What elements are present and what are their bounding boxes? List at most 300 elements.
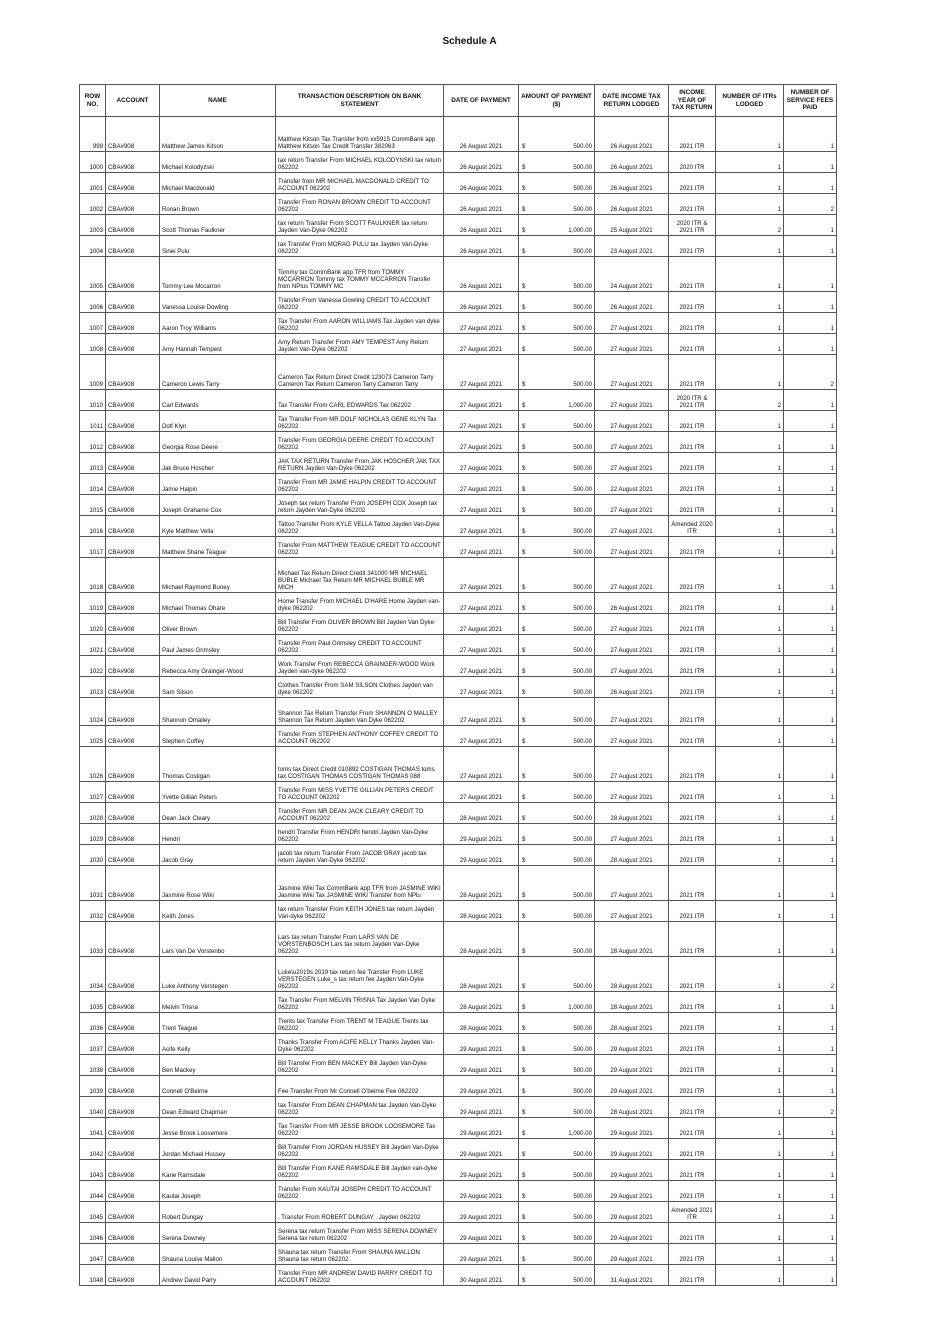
cell-row-no: 1017 (80, 537, 106, 558)
amount-value: 500.00 (573, 857, 592, 865)
amount-value: 500.00 (573, 794, 592, 802)
cell-itrs-lodged: 1 (716, 173, 784, 194)
cell-account: CBA#908 (106, 257, 160, 292)
cell-row-no: 1026 (80, 747, 106, 782)
cell-service-fees-paid: 1 (784, 656, 837, 677)
cell-amount (519, 516, 595, 537)
table-row (80, 656, 837, 677)
cell-income-year: 2021 ITR (669, 698, 716, 726)
cell-service-fees-paid: 1 (784, 474, 837, 495)
table-row (80, 390, 837, 411)
currency-symbol: $ (522, 1277, 526, 1285)
cell-name: Joseph Grahame Cox (160, 495, 276, 516)
cell-date-of-payment: 29 August 2021 (444, 824, 519, 845)
cell-account: CBA#908 (106, 215, 160, 236)
cell-amount (519, 537, 595, 558)
amount-value: 500.00 (573, 444, 592, 452)
cell-row-no: 1012 (80, 432, 106, 453)
cell-name: Kane Ramsdale (160, 1160, 276, 1181)
cell-account: CBA#908 (106, 537, 160, 558)
cell-amount (519, 1223, 595, 1244)
cell-service-fees-paid: 1 (784, 516, 837, 537)
cell-account: CBA#908 (106, 782, 160, 803)
cell-amount (519, 803, 595, 824)
cell-date-of-payment: 27 August 2021 (444, 558, 519, 593)
table-row (80, 726, 837, 747)
cell-income-year: 2021 ITR (669, 334, 716, 355)
cell-account: CBA#908 (106, 152, 160, 173)
cell-itrs-lodged: 1 (716, 845, 784, 866)
cell-service-fees-paid: 1 (784, 747, 837, 782)
cell-service-fees-paid: 1 (784, 1202, 837, 1223)
currency-symbol: $ (522, 584, 526, 592)
cell-date-lodged: 26 August 2021 (595, 173, 669, 194)
cell-row-no: 1011 (80, 411, 106, 432)
cell-amount (519, 845, 595, 866)
cell-amount (519, 1139, 595, 1160)
table-row (80, 1160, 837, 1181)
cell-date-of-payment: 27 August 2021 (444, 334, 519, 355)
cell-amount (519, 866, 595, 901)
cell-description: Transfer From KAUTAI JOSEPH CREDIT TO ACCOUNT 062202 (276, 1181, 444, 1202)
cell-date-of-payment: 29 August 2021 (444, 1118, 519, 1139)
cell-row-no: 1014 (80, 474, 106, 495)
cell-account: CBA#908 (106, 677, 160, 698)
cell-account: CBA#908 (106, 1160, 160, 1181)
cell-date-of-payment: 29 August 2021 (444, 1223, 519, 1244)
table-row (80, 1034, 837, 1055)
table-row (80, 516, 837, 537)
cell-name: Jesse Brook Loosemore (160, 1118, 276, 1139)
cell-account: CBA#908 (106, 698, 160, 726)
cell-description: Transfer From MR ANDREW DAVID PARRY CREDIT TO ACCOUNT 062202 (276, 1265, 444, 1286)
cell-itrs-lodged: 1 (716, 1013, 784, 1034)
cell-name: Jacob Gray (160, 845, 276, 866)
cell-account: CBA#908 (106, 1013, 160, 1034)
cell-itrs-lodged: 1 (716, 1118, 784, 1139)
cell-name: Andrew David Parry (160, 1265, 276, 1286)
table-row (80, 901, 837, 922)
amount-value: 500.00 (573, 1277, 592, 1285)
cell-itrs-lodged: 1 (716, 495, 784, 516)
cell-description: Joseph tax return Transfer From JOSEPH COX Joseph tax return Jayden Van-Dyke 062202 (276, 495, 444, 516)
amount-value: 500.00 (573, 1235, 592, 1243)
table-row (80, 1181, 837, 1202)
cell-income-year: 2021 ITR (669, 537, 716, 558)
cell-row-no: 1038 (80, 1055, 106, 1076)
cell-date-lodged: 27 August 2021 (595, 516, 669, 537)
currency-symbol: $ (522, 983, 526, 991)
cell-date-of-payment: 27 August 2021 (444, 656, 519, 677)
cell-description: Fee Transfer From Mr Connell O'beirne Fee 062202 (276, 1076, 444, 1097)
cell-amount (519, 1013, 595, 1034)
cell-income-year: 2021 ITR (669, 824, 716, 845)
currency-symbol: $ (522, 1214, 526, 1222)
cell-income-year: 2021 ITR (669, 1034, 716, 1055)
cell-date-lodged: 26 August 2021 (595, 152, 669, 173)
cell-row-no: 1033 (80, 922, 106, 957)
cell-row-no: 1005 (80, 257, 106, 292)
currency-symbol: $ (522, 1025, 526, 1033)
cell-account: CBA#908 (106, 726, 160, 747)
cell-account: CBA#908 (106, 824, 160, 845)
cell-income-year: 2021 ITR (669, 236, 716, 257)
cell-account: CBA#908 (106, 292, 160, 313)
cell-income-year: 2021 ITR (669, 453, 716, 474)
cell-description: Transfer from MR MICHAEL MACDONALD CREDIT TO ACCOUNT 062202 (276, 173, 444, 194)
cell-amount (519, 614, 595, 635)
amount-value: 500.00 (573, 584, 592, 592)
cell-name: Oliver Brown (160, 614, 276, 635)
cell-date-lodged: 27 August 2021 (595, 901, 669, 922)
table-row (80, 824, 837, 845)
cell-row-no: 1040 (80, 1097, 106, 1118)
amount-value: 500.00 (573, 892, 592, 900)
cell-date-of-payment: 27 August 2021 (444, 614, 519, 635)
cell-account: CBA#908 (106, 1118, 160, 1139)
cell-description: tax return Transfer From SCOTT FAULKNER tax return Jayden Van-Dyke 062202 (276, 215, 444, 236)
cell-description: Tax Transfer From CARL EDWARDS Tax 062202 (276, 390, 444, 411)
cell-row-no: 1009 (80, 355, 106, 390)
cell-income-year: 2021 ITR (669, 1097, 716, 1118)
cell-account: CBA#908 (106, 1055, 160, 1076)
cell-income-year: 2021 ITR (669, 747, 716, 782)
table-row (80, 257, 837, 292)
cell-description: Transfer From RONAN BROWN CREDIT TO ACCOUNT 062202 (276, 194, 444, 215)
cell-name: Rebecca Amy Grainger-Wood (160, 656, 276, 677)
currency-symbol: $ (522, 689, 526, 697)
cell-service-fees-paid: 1 (784, 635, 837, 656)
cell-itrs-lodged: 1 (716, 866, 784, 901)
header-row (80, 85, 837, 117)
cell-income-year: 2021 ITR (669, 257, 716, 292)
cell-income-year: 2021 ITR (669, 992, 716, 1013)
cell-account: CBA#908 (106, 992, 160, 1013)
cell-date-lodged: 28 August 2021 (595, 1013, 669, 1034)
amount-value: 500.00 (573, 206, 592, 214)
cell-name: Paul James Grimsley (160, 635, 276, 656)
cell-amount (519, 1076, 595, 1097)
table-row (80, 957, 837, 992)
cell-account: CBA#908 (106, 1223, 160, 1244)
cell-income-year: 2021 ITR (669, 957, 716, 992)
table-row (80, 453, 837, 474)
amount-value: 500.00 (573, 304, 592, 312)
cell-service-fees-paid: 1 (784, 614, 837, 635)
cell-income-year: 2021 ITR (669, 901, 716, 922)
cell-name: Stephen Coffey (160, 726, 276, 747)
cell-date-lodged: 27 August 2021 (595, 635, 669, 656)
cell-row-no: 1010 (80, 390, 106, 411)
cell-itrs-lodged: 1 (716, 411, 784, 432)
currency-symbol: $ (522, 206, 526, 214)
cell-date-of-payment: 26 August 2021 (444, 117, 519, 152)
cell-row-no: 1001 (80, 173, 106, 194)
cell-date-lodged: 27 August 2021 (595, 334, 669, 355)
cell-service-fees-paid: 1 (784, 1181, 837, 1202)
cell-description: Transfer From MR JAMIE HALPIN CREDIT TO ACCOUNT 062202 (276, 474, 444, 495)
cell-service-fees-paid: 1 (784, 1055, 837, 1076)
cell-itrs-lodged: 1 (716, 1076, 784, 1097)
cell-description: Shannon Tax Return Transfer From SHANNON O MALLEY Shannon Tax Return Jayden Van Dyke 062202 (276, 698, 444, 726)
cell-income-year: 2020 ITR & 2021 ITR (669, 215, 716, 236)
cell-income-year: 2021 ITR (669, 726, 716, 747)
schedule-table-container (79, 84, 836, 1286)
cell-income-year: 2020 ITR & 2021 ITR (669, 390, 716, 411)
cell-income-year: Amended 2021 ITR (669, 1202, 716, 1223)
cell-row-no: 1004 (80, 236, 106, 257)
amount-value: 500.00 (573, 1193, 592, 1201)
cell-description: tax return Transfer From KEITH JONES tax return Jayden Van-dyke 062202 (276, 901, 444, 922)
cell-account: CBA#908 (106, 1097, 160, 1118)
cell-date-of-payment: 27 August 2021 (444, 782, 519, 803)
cell-description: Cameron Tax Return Direct Credit 123073 Cameron Tarry Cameron Tax Return Cameron Tarry Cameron Tarry (276, 355, 444, 390)
cell-amount (519, 390, 595, 411)
cell-date-of-payment: 28 August 2021 (444, 866, 519, 901)
cell-date-lodged: 27 August 2021 (595, 656, 669, 677)
cell-date-lodged: 26 August 2021 (595, 593, 669, 614)
cell-amount (519, 1244, 595, 1265)
currency-symbol: $ (522, 248, 526, 256)
cell-date-of-payment: 26 August 2021 (444, 215, 519, 236)
cell-date-lodged: 22 August 2021 (595, 474, 669, 495)
cell-description: Transfer From MR DEAN JACK CLEARY CREDIT TO ACCOUNT 062202 (276, 803, 444, 824)
cell-itrs-lodged: 1 (716, 355, 784, 390)
cell-service-fees-paid: 1 (784, 432, 837, 453)
header-name: NAME (160, 85, 276, 117)
cell-service-fees-paid: 1 (784, 1160, 837, 1181)
cell-itrs-lodged: 1 (716, 432, 784, 453)
currency-symbol: $ (522, 528, 526, 536)
cell-description: Michael Tax Return Direct Credit 341000 MR MICHAEL BUBLE Michael Tax Return MR MICHAEL BUBLE MR MICH (276, 558, 444, 593)
cell-account: CBA#908 (106, 845, 160, 866)
currency-symbol: $ (522, 1067, 526, 1075)
cell-account: CBA#908 (106, 173, 160, 194)
cell-service-fees-paid: 1 (784, 257, 837, 292)
cell-name: Jamie Halpin (160, 474, 276, 495)
table-row (80, 1013, 837, 1034)
cell-name: Robert Dungay (160, 1202, 276, 1223)
table-row (80, 1118, 837, 1139)
cell-income-year: 2021 ITR (669, 1244, 716, 1265)
cell-name: Tommy Lee Mccarron (160, 257, 276, 292)
table-row (80, 1055, 837, 1076)
cell-date-lodged: 29 August 2021 (595, 1202, 669, 1223)
cell-description: Transfer From GEORGIA DEERE CREDIT TO ACCOUNT 062202 (276, 432, 444, 453)
cell-income-year: 2021 ITR (669, 1223, 716, 1244)
cell-date-lodged: 27 August 2021 (595, 782, 669, 803)
cell-itrs-lodged: 1 (716, 1223, 784, 1244)
page-title: Schedule A (442, 36, 497, 47)
cell-name: Cameron Lewis Tarry (160, 355, 276, 390)
cell-account: CBA#908 (106, 866, 160, 901)
cell-date-lodged: 27 August 2021 (595, 726, 669, 747)
cell-date-of-payment: 29 August 2021 (444, 1181, 519, 1202)
cell-itrs-lodged: 1 (716, 957, 784, 992)
cell-date-lodged: 27 August 2021 (595, 824, 669, 845)
cell-date-of-payment: 26 August 2021 (444, 292, 519, 313)
amount-value: 500.00 (573, 185, 592, 193)
cell-itrs-lodged: 1 (716, 1097, 784, 1118)
cell-amount (519, 824, 595, 845)
table-row (80, 593, 837, 614)
cell-name: Scott Thomas Faulkner (160, 215, 276, 236)
currency-symbol: $ (522, 668, 526, 676)
cell-income-year: 2021 ITR (669, 292, 716, 313)
cell-name: Luke Anthony Verstegen (160, 957, 276, 992)
cell-income-year: 2021 ITR (669, 1181, 716, 1202)
cell-description: Transfer From MATTHEW TEAGUE CREDIT TO ACCOUNT 062202 (276, 537, 444, 558)
cell-date-lodged: 27 August 2021 (595, 747, 669, 782)
cell-date-of-payment: 27 August 2021 (444, 432, 519, 453)
cell-date-lodged: 29 August 2021 (595, 1223, 669, 1244)
cell-service-fees-paid: 1 (784, 558, 837, 593)
cell-account: CBA#908 (106, 1139, 160, 1160)
cell-account: CBA#908 (106, 411, 160, 432)
cell-amount (519, 1097, 595, 1118)
currency-symbol: $ (522, 227, 526, 235)
cell-name: Thomas Costigan (160, 747, 276, 782)
cell-description: Bill Transfer From BEN MACKEY Bill Jayden Van-Dyke 062202 (276, 1055, 444, 1076)
table-row (80, 922, 837, 957)
amount-value: 500.00 (573, 465, 592, 473)
cell-row-no: 1030 (80, 845, 106, 866)
cell-row-no: 1029 (80, 824, 106, 845)
table-row (80, 845, 837, 866)
amount-value: 500.00 (573, 164, 592, 172)
cell-itrs-lodged: 1 (716, 1202, 784, 1223)
cell-description: Trents tax Transfer From TRENT M TEAGUE Trents tax 062202 (276, 1013, 444, 1034)
cell-date-of-payment: 28 August 2021 (444, 992, 519, 1013)
cell-name: Michael Thomas Ohare (160, 593, 276, 614)
cell-date-lodged: 31 August 2021 (595, 1265, 669, 1286)
amount-value: 500.00 (573, 283, 592, 291)
header-row-no: ROW NO. (80, 85, 106, 117)
amount-value: 500.00 (573, 605, 592, 613)
cell-date-lodged: 26 August 2021 (595, 117, 669, 152)
cell-account: CBA#908 (106, 901, 160, 922)
amount-value: 500.00 (573, 549, 592, 557)
cell-itrs-lodged: 1 (716, 236, 784, 257)
header-account: ACCOUNT (106, 85, 160, 117)
cell-date-of-payment: 27 August 2021 (444, 516, 519, 537)
amount-value: 500.00 (573, 1046, 592, 1054)
cell-account: CBA#908 (106, 1076, 160, 1097)
cell-service-fees-paid: 1 (784, 1223, 837, 1244)
cell-name: Aaron Troy Williams (160, 313, 276, 334)
cell-service-fees-paid: 1 (784, 152, 837, 173)
cell-account: CBA#908 (106, 922, 160, 957)
amount-value: 500.00 (573, 668, 592, 676)
cell-row-no: 1028 (80, 803, 106, 824)
amount-value: 500.00 (573, 346, 592, 354)
table-row (80, 537, 837, 558)
cell-account: CBA#908 (106, 453, 160, 474)
currency-symbol: $ (522, 423, 526, 431)
cell-account: CBA#908 (106, 390, 160, 411)
cell-description: JAK TAX RETURN Transfer From JAK HOSCHER JAK TAX RETURN Jayden Van-Dyke 062202 (276, 453, 444, 474)
table-row (80, 992, 837, 1013)
table-row (80, 474, 837, 495)
cell-row-no: 1032 (80, 901, 106, 922)
cell-name: Sam Silson (160, 677, 276, 698)
cell-name: Georgia Rose Deere (160, 432, 276, 453)
cell-name: Michael Macdonald (160, 173, 276, 194)
amount-value: 500.00 (573, 1214, 592, 1222)
cell-account: CBA#908 (106, 495, 160, 516)
cell-itrs-lodged: 1 (716, 1244, 784, 1265)
cell-amount (519, 656, 595, 677)
cell-income-year: 2020 ITR (669, 152, 716, 173)
cell-date-lodged: 27 August 2021 (595, 558, 669, 593)
cell-account: CBA#908 (106, 236, 160, 257)
cell-description: Jasmine Wiki Tax CommBank app TFR from JASMINE WIKI Jasmine Wiki Tax JASMINE WIKI Transfer from NPlu (276, 866, 444, 901)
cell-account: CBA#908 (106, 747, 160, 782)
cell-itrs-lodged: 1 (716, 677, 784, 698)
cell-itrs-lodged: 1 (716, 1181, 784, 1202)
cell-account: CBA#908 (106, 117, 160, 152)
cell-income-year: 2021 ITR (669, 1076, 716, 1097)
cell-itrs-lodged: 1 (716, 614, 784, 635)
cell-amount (519, 1181, 595, 1202)
currency-symbol: $ (522, 605, 526, 613)
cell-itrs-lodged: 1 (716, 516, 784, 537)
cell-amount (519, 957, 595, 992)
cell-account: CBA#908 (106, 803, 160, 824)
cell-date-of-payment: 30 August 2021 (444, 1265, 519, 1286)
cell-itrs-lodged: 1 (716, 803, 784, 824)
cell-income-year: 2021 ITR (669, 803, 716, 824)
cell-income-year: 2021 ITR (669, 782, 716, 803)
cell-row-no: 1016 (80, 516, 106, 537)
cell-itrs-lodged: 1 (716, 537, 784, 558)
amount-value: 500.00 (573, 647, 592, 655)
amount-value: 500.00 (573, 528, 592, 536)
cell-service-fees-paid: 1 (784, 1076, 837, 1097)
cell-service-fees-paid: 1 (784, 866, 837, 901)
currency-symbol: $ (522, 1172, 526, 1180)
cell-amount (519, 292, 595, 313)
cell-row-no: 1002 (80, 194, 106, 215)
table-row (80, 292, 837, 313)
currency-symbol: $ (522, 794, 526, 802)
cell-service-fees-paid: 1 (784, 453, 837, 474)
amount-value: 500.00 (573, 773, 592, 781)
currency-symbol: $ (522, 647, 526, 655)
amount-value: 500.00 (573, 1088, 592, 1096)
cell-amount (519, 495, 595, 516)
table-row (80, 1139, 837, 1160)
cell-amount (519, 1202, 595, 1223)
cell-income-year: 2021 ITR (669, 1139, 716, 1160)
cell-description: Bill Transfer From JORDAN HUSSEY Bill Jayden Van-Dyke 062202 (276, 1139, 444, 1160)
table-row (80, 334, 837, 355)
cell-date-lodged: 28 August 2021 (595, 992, 669, 1013)
header-date-of-payment: DATE OF PAYMENT (444, 85, 519, 117)
cell-date-of-payment: 29 August 2021 (444, 1097, 519, 1118)
amount-value: 500.00 (573, 913, 592, 921)
cell-service-fees-paid: 1 (784, 922, 837, 957)
cell-name: Jasmine Rose Wiki (160, 866, 276, 901)
cell-itrs-lodged: 1 (716, 922, 784, 957)
cell-description: hendri Transfer From HENDRI hendri Jayden Van-Dyke 062202 (276, 824, 444, 845)
cell-amount (519, 257, 595, 292)
cell-itrs-lodged: 1 (716, 782, 784, 803)
cell-description: Tommy tax CommBank app TFR from TOMMY MCCARRON Tommy tax TOMMY MCCARRON Transfer from NPlus TOMMY MC (276, 257, 444, 292)
cell-amount (519, 411, 595, 432)
table-row (80, 635, 837, 656)
cell-account: CBA#908 (106, 194, 160, 215)
